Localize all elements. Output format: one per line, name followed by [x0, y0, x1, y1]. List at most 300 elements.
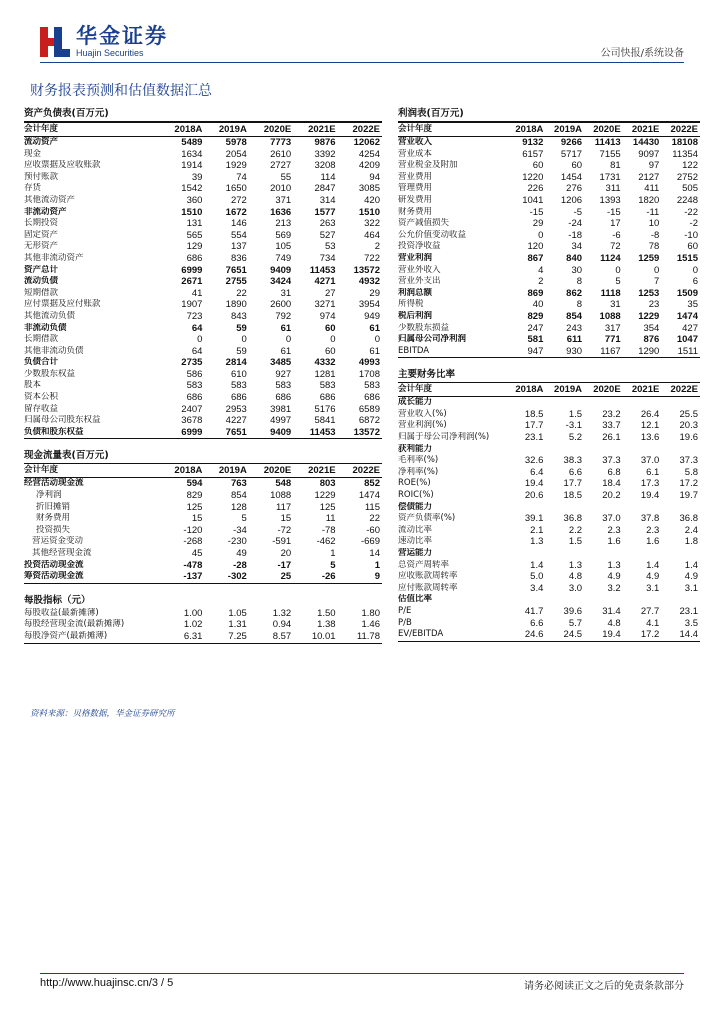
row-value: 7.25: [204, 631, 248, 643]
row-value: 1118: [600, 287, 621, 299]
row-value: 749: [275, 252, 292, 264]
row-value: 8.57: [249, 631, 293, 643]
cash-flow-title: 现金流量表(百万元): [24, 450, 109, 462]
row-value: -137: [160, 571, 204, 583]
table-row: [24, 619, 382, 631]
row-value: -268: [183, 536, 203, 548]
row-value: 94: [369, 171, 380, 183]
row-label: 非流动负债: [24, 322, 67, 333]
row-value: 37.3: [679, 455, 698, 467]
row-value: 30: [571, 264, 583, 276]
header-year: 2021E: [293, 464, 337, 478]
row-value: [507, 502, 546, 514]
row-label: 资本公积: [24, 392, 59, 403]
row-value: 27: [325, 287, 336, 299]
row-label: 应收票据及应收账款: [24, 160, 101, 171]
table-row: [24, 299, 382, 311]
row-value: -120: [183, 524, 203, 536]
row-value: 7651: [225, 264, 247, 276]
table-row: [24, 323, 382, 335]
row-value: 74: [236, 171, 247, 183]
table-row: [398, 323, 700, 335]
row-value: 9097: [638, 148, 660, 160]
row-value: -669: [360, 536, 380, 548]
row-label: 每股净资产(最新摊薄): [24, 631, 160, 643]
row-value: 1088: [270, 490, 292, 502]
row-value: 583: [364, 380, 380, 392]
table-row: [398, 432, 700, 444]
row-value: 2727: [270, 160, 292, 172]
footer-url-page[interactable]: http://www.huajinsc.cn/3 / 5: [40, 977, 174, 989]
row-value: -5: [573, 206, 583, 218]
row-value: 974: [319, 310, 336, 322]
row-label: EV/EBITDA: [398, 629, 507, 641]
row-value: 1509: [676, 287, 698, 299]
row-value: 129: [186, 241, 203, 253]
row-value: 263: [319, 218, 336, 230]
row-value: 17.3: [640, 478, 660, 490]
row-value: 1634: [181, 148, 203, 160]
row-value: 0: [615, 264, 621, 276]
row-value: 24.6: [507, 629, 546, 641]
row-label: 流动比率: [398, 524, 433, 535]
row-value: 19.4: [584, 629, 623, 641]
row-value: 2814: [225, 357, 247, 369]
table-row: [398, 299, 700, 311]
row-value: 11453: [293, 427, 337, 439]
row-value: 949: [364, 310, 380, 322]
row-value: -8: [650, 229, 660, 241]
row-value: 1.4: [530, 559, 544, 571]
row-label: P/E: [398, 605, 412, 616]
row-label: 公允价值变动收益: [398, 229, 467, 240]
row-value: 2.1: [530, 524, 544, 536]
table-row: [398, 536, 700, 548]
row-label: 其他流动负债: [24, 310, 76, 321]
row-value: 4932: [358, 276, 380, 288]
row-value: [545, 502, 584, 514]
row-value: 5.7: [568, 617, 583, 629]
table-row: [24, 334, 382, 346]
row-value: 3.0: [568, 582, 583, 594]
row-label: 营业收入: [398, 137, 433, 147]
page-header: [0, 0, 724, 64]
table-row: [24, 631, 382, 643]
row-label: P/B: [398, 617, 412, 628]
row-label: 长期借款: [24, 334, 59, 345]
header-year: 2021E: [293, 123, 337, 137]
row-value: 17.7: [524, 420, 544, 432]
row-value: 31: [610, 299, 621, 311]
row-value: 37.0: [640, 455, 660, 467]
row-value: 0: [197, 334, 203, 346]
row-value: 5489: [181, 137, 203, 148]
row-label: 长期投资: [24, 218, 59, 229]
table-row: [398, 334, 700, 346]
row-value: 1890: [225, 299, 247, 311]
row-value: [584, 548, 623, 560]
row-value: 18.5: [524, 408, 544, 420]
row-value: 4.8: [607, 617, 621, 629]
table-row: [398, 548, 700, 560]
row-value: 4254: [358, 148, 380, 160]
row-value: 1.5: [568, 408, 583, 420]
row-label: 营业外收入: [398, 264, 441, 275]
row-value: 4.9: [607, 571, 621, 583]
row-label: 营业收入(%): [398, 408, 447, 419]
row-value: 9: [338, 571, 382, 583]
row-value: 39.1: [524, 513, 544, 525]
row-value: 23: [648, 299, 660, 311]
row-label: 资产总计: [24, 264, 59, 275]
row-value: 25: [249, 571, 293, 583]
table-row: [24, 183, 382, 195]
row-value: 3424: [270, 276, 292, 288]
row-value: 583: [275, 380, 292, 392]
row-value: 3.1: [684, 582, 698, 594]
row-value: 9876: [314, 137, 336, 148]
row-value: 803: [319, 478, 336, 490]
row-value: 314: [319, 194, 336, 206]
row-value: -10: [684, 229, 698, 241]
table-row: [24, 230, 382, 242]
row-value: 1.05: [228, 607, 247, 619]
row-value: [623, 444, 662, 456]
per-share-title: 每股指标（元）: [24, 594, 91, 606]
row-value: 1229: [314, 490, 336, 502]
row-value: 120: [527, 241, 544, 253]
row-value: [507, 548, 546, 560]
row-value: 1.46: [361, 619, 380, 631]
row-value: [623, 502, 662, 514]
row-label: 净利率(%): [398, 466, 439, 477]
row-value: 565: [186, 229, 203, 241]
row-value: 1.4: [646, 559, 660, 571]
row-value: 4.9: [684, 571, 698, 583]
row-value: 583: [319, 380, 336, 392]
row-value: 19.7: [679, 490, 698, 502]
row-label: 利润总额: [398, 287, 433, 298]
row-label: 营业利润: [398, 252, 433, 263]
table-row: [24, 525, 382, 537]
row-value: 125: [319, 501, 336, 513]
table-row: [398, 276, 700, 288]
row-value: 5: [615, 276, 621, 288]
row-value: [545, 594, 584, 606]
row-value: [661, 594, 700, 606]
row-value: 2: [374, 241, 380, 253]
row-value: 505: [682, 183, 698, 195]
row-value: 7: [654, 276, 660, 288]
row-label: 其他非流动负债: [24, 345, 84, 356]
row-value: 12062: [353, 137, 380, 148]
row-value: -15: [606, 206, 621, 218]
row-label: 负债和股东权益: [24, 427, 160, 439]
row-value: 686: [275, 392, 292, 404]
row-value: 72: [610, 241, 621, 253]
table-row: [24, 346, 382, 358]
header-year: 2018A: [160, 464, 204, 478]
row-value: 763: [230, 478, 247, 490]
row-value: [507, 594, 546, 606]
row-value: 610: [230, 368, 247, 380]
row-value: 61: [280, 345, 292, 357]
report-category: 公司快报/系统设备: [600, 48, 684, 59]
row-value: 1.4: [684, 559, 698, 571]
row-value: 6.31: [160, 631, 204, 643]
row-value: 2.3: [646, 524, 660, 536]
table-row: [398, 397, 700, 409]
row-value: 2953: [225, 403, 247, 415]
table-row: [398, 583, 700, 595]
row-value: 583: [186, 380, 203, 392]
row-value: 26.1: [602, 432, 621, 444]
header-label: 会计年度: [398, 123, 507, 137]
table-row: [398, 137, 700, 149]
row-value: 611: [566, 334, 583, 346]
row-value: 20.6: [524, 490, 544, 502]
row-label: 应收账款周转率: [398, 571, 458, 582]
row-value: 686: [186, 252, 203, 264]
row-value: 2755: [225, 276, 247, 288]
row-value: 6.6: [568, 466, 583, 478]
row-value: 23.1: [524, 432, 544, 444]
table-row: [398, 230, 700, 242]
row-label: 负债合计: [24, 357, 59, 368]
row-label: 营业外支出: [398, 276, 441, 287]
row-value: 20.2: [602, 490, 621, 502]
row-value: 3.2: [607, 582, 621, 594]
row-value: 843: [230, 310, 247, 322]
row-value: 869: [527, 287, 544, 299]
row-value: 771: [604, 334, 621, 346]
row-value: 2407: [181, 403, 203, 415]
balance-sheet-table: [24, 122, 382, 439]
row-value: 1577: [314, 206, 336, 218]
row-value: [623, 594, 662, 606]
table-row: [398, 253, 700, 265]
header-year: 2021E: [623, 383, 662, 397]
row-label: 总资产周转率: [398, 559, 450, 570]
row-value: 15: [191, 513, 203, 525]
row-value: 5841: [314, 415, 336, 427]
row-value: 11354: [672, 148, 698, 160]
row-label: ROE(%): [398, 478, 431, 489]
row-value: -478: [183, 559, 203, 571]
row-value: 1.50: [317, 607, 336, 619]
row-value: 14430: [632, 137, 660, 148]
row-value: 8: [576, 299, 583, 311]
row-value: 1229: [638, 310, 660, 322]
row-value: 1088: [599, 310, 621, 322]
table-row: [24, 536, 382, 548]
table-row: [24, 253, 382, 265]
row-value: 927: [275, 368, 292, 380]
row-value: 38.3: [563, 455, 583, 467]
row-value: 3.5: [684, 617, 698, 629]
logo-icon: [40, 27, 70, 57]
row-label: 投资损失: [36, 524, 71, 535]
row-value: 1.5: [568, 536, 583, 548]
row-value: [545, 548, 584, 560]
row-value: 1474: [358, 490, 380, 502]
row-value: 105: [275, 241, 292, 253]
row-value: [623, 397, 662, 409]
row-value: 311: [605, 183, 621, 195]
row-value: 862: [566, 287, 583, 299]
row-value: 792: [275, 310, 292, 322]
row-label: 毛利率(%): [398, 455, 439, 466]
row-value: 1281: [314, 368, 336, 380]
row-value: 420: [364, 194, 380, 206]
row-value: 1731: [599, 171, 621, 183]
row-value: 1259: [638, 252, 660, 264]
row-value: 1542: [181, 183, 203, 195]
row-value: 464: [364, 229, 380, 241]
footer-divider: [40, 973, 684, 974]
per-share-table: [24, 608, 382, 644]
row-value: 24.5: [545, 629, 584, 641]
row-value: 5978: [225, 137, 247, 148]
table-row: [24, 427, 382, 439]
row-label: 留存收益: [24, 403, 59, 414]
row-value: 852: [364, 478, 380, 490]
table-row: [24, 548, 382, 560]
row-label: 财务费用: [398, 206, 433, 217]
row-value: 15: [280, 513, 292, 525]
header-year: 2020E: [249, 464, 293, 478]
row-value: 3.1: [646, 582, 660, 594]
left-column: [24, 107, 382, 644]
row-label: 少数股东权益: [24, 368, 76, 379]
row-value: 29: [532, 218, 544, 230]
row-label: 每股经营现金流(最新摊薄): [24, 619, 125, 630]
row-value: 354: [643, 322, 660, 334]
row-value: 4.9: [646, 571, 660, 583]
row-value: -60: [366, 524, 380, 536]
table-row: [398, 502, 700, 514]
header-year: 2021E: [623, 123, 662, 137]
row-value: 6.1: [646, 466, 660, 478]
row-label: 现金: [24, 148, 42, 159]
row-value: 60: [571, 160, 583, 172]
row-value: 39.6: [563, 605, 583, 617]
row-value: 0: [654, 264, 660, 276]
table-row: [398, 149, 700, 161]
row-value: 2671: [181, 276, 203, 288]
table-row: [398, 513, 700, 525]
table-row: [398, 525, 700, 537]
row-value: [661, 397, 700, 409]
row-value: 78: [648, 241, 660, 253]
row-label: 营业利润(%): [398, 420, 447, 431]
table-row: [24, 357, 382, 369]
row-value: 137: [230, 241, 247, 253]
row-value: -18: [568, 229, 583, 241]
row-value: 581: [527, 334, 544, 346]
row-value: -24: [568, 218, 583, 230]
row-value: [507, 397, 546, 409]
row-value: 1.6: [646, 536, 660, 548]
row-value: 59: [236, 345, 247, 357]
table-row: [398, 218, 700, 230]
row-value: 5717: [560, 148, 583, 160]
row-value: 32.6: [524, 455, 544, 467]
table-row: [24, 265, 382, 277]
row-value: -6: [612, 229, 621, 241]
header-year: 2018A: [507, 123, 546, 137]
table-row: [398, 346, 700, 358]
row-label: 偿债能力: [398, 501, 433, 512]
income-statement-table: [398, 122, 700, 358]
row-value: 583: [230, 380, 247, 392]
row-value: 97: [648, 160, 660, 172]
row-value: 60: [325, 345, 336, 357]
row-value: 840: [566, 252, 583, 264]
row-value: 1.38: [317, 619, 336, 631]
row-value: -2: [689, 218, 698, 230]
header-year: 2022E: [338, 464, 382, 478]
row-value: 1220: [522, 171, 544, 183]
row-value: 22: [369, 513, 380, 525]
table-row: [398, 478, 700, 490]
row-value: 9409: [270, 264, 292, 276]
table-row: [398, 172, 700, 184]
row-label: 非流动资产: [24, 206, 67, 217]
row-value: 1510: [358, 206, 380, 218]
table-row: [24, 404, 382, 416]
row-label: 净利润: [36, 490, 62, 501]
row-label: 应付账款周转率: [398, 582, 458, 593]
row-value: 0.94: [272, 619, 292, 631]
row-value: 9132: [522, 137, 544, 148]
row-value: 2847: [314, 183, 336, 195]
row-label: 无形资产: [24, 241, 59, 252]
row-value: 0: [285, 334, 292, 346]
row-value: 247: [527, 322, 544, 334]
row-value: 371: [275, 194, 292, 206]
row-value: 360: [186, 194, 203, 206]
row-label: 资产减值损失: [398, 218, 450, 229]
header-year: 2018A: [507, 383, 546, 397]
row-value: 7651: [204, 427, 248, 439]
row-label: 归属母公司股东权益: [24, 415, 101, 426]
row-value: 4227: [225, 415, 247, 427]
row-value: 1929: [225, 160, 247, 172]
table-row: [24, 415, 382, 427]
header-year: 2020E: [584, 383, 623, 397]
row-value: 2752: [676, 171, 698, 183]
row-value: 276: [566, 183, 583, 195]
table-row: [24, 392, 382, 404]
row-value: 146: [230, 218, 247, 230]
row-value: 36.8: [679, 513, 698, 525]
row-value: 9266: [560, 137, 583, 148]
row-value: 3271: [314, 299, 336, 311]
row-value: 10.01: [293, 631, 337, 643]
row-value: 686: [186, 392, 203, 404]
row-value: 12.1: [640, 420, 660, 432]
row-value: 1.00: [183, 607, 203, 619]
header-year: 2019A: [204, 464, 248, 478]
header-label: 会计年度: [24, 123, 160, 137]
row-value: -78: [321, 524, 336, 536]
table-row: [24, 311, 382, 323]
table-row: [24, 137, 382, 149]
table-row: [24, 207, 382, 219]
table-row: [24, 276, 382, 288]
row-value: 115: [364, 501, 380, 513]
